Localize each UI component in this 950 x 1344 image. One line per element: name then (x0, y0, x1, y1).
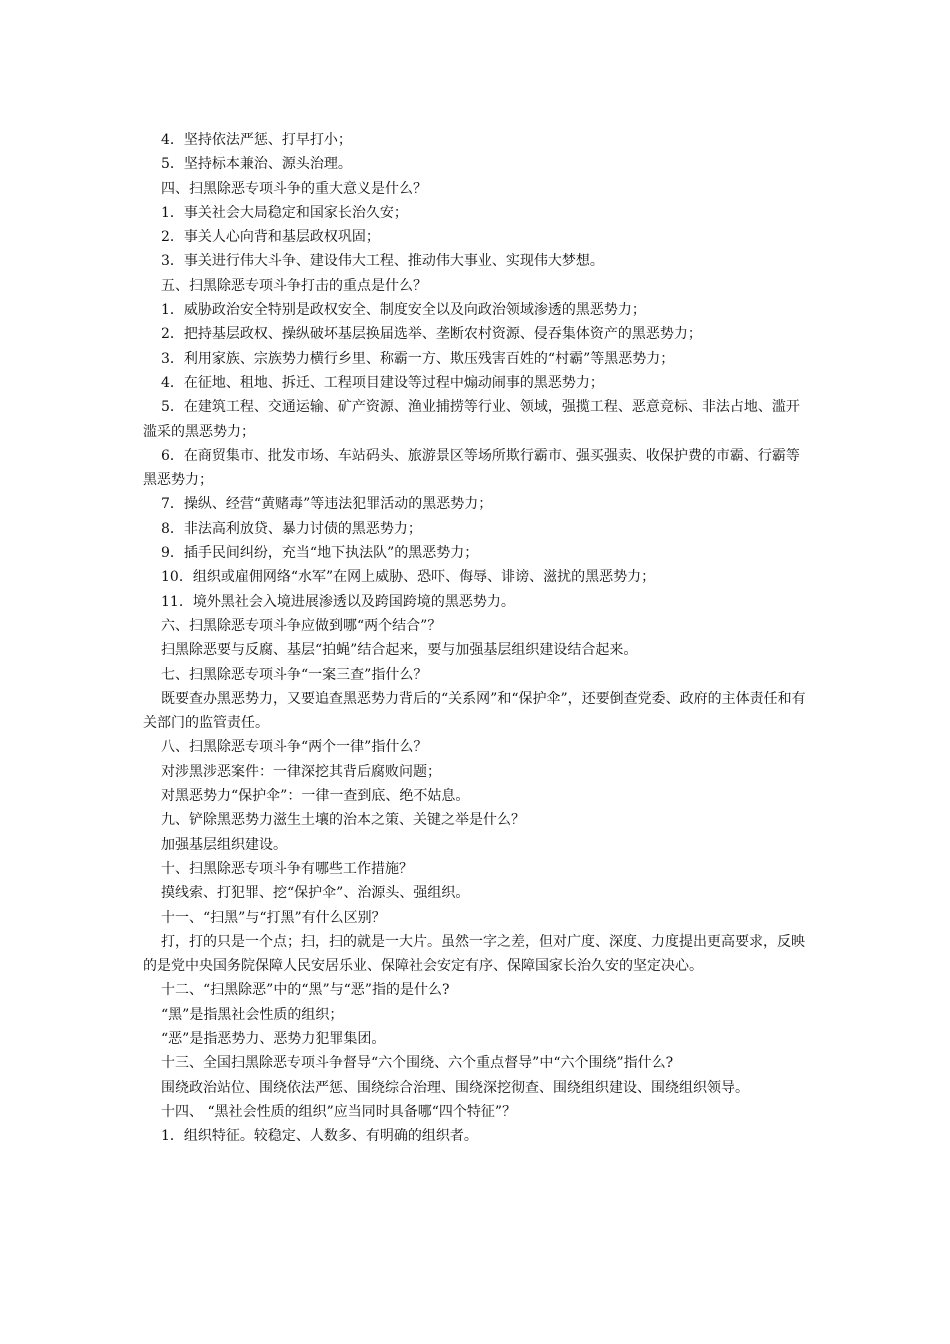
paragraph-5: 3．事关进行伟大斗争、建设伟大工程、推动伟大事业、实现伟大梦想。 (161, 253, 604, 270)
paragraph-23: 打，打的只是一个点；扫，扫的就是一大片。虽然一字之差，但对广度、深度、力度提出更高要求，反映的是党中央国务院保障人民安居乐业、保障社会安定有序、保障国家长治久安的坚定决心。 (143, 933, 805, 975)
paragraph-19: 对涉黑涉恶案件：一律深挖其背后腐败问题； (161, 763, 441, 780)
paragraph-14: 9．插手民间纠纷，充当“地下执法队”的黑恶势力； (161, 545, 479, 562)
paragraph-10: 5．在建筑工程、交通运输、矿产资源、渔业捕捞等行业、领域，强揽工程、恶意竞标、非法占地、滥开滥采的黑恶势力； (143, 399, 800, 440)
section-heading-11: 十一、“扫黑”与“打黑”有什么区别？ (161, 909, 386, 926)
paragraph-20: 对黑恶势力“保护伞”：一律一查到底、绝不姑息。 (161, 788, 470, 805)
section-heading-9: 九、铲除黑恶势力滋生土壤的治本之策、关键之举是什么？ (161, 812, 525, 829)
paragraph-15: 10．组织或雇佣网络“水军”在网上威胁、恐吓、侮辱、诽谤、滋扰的黑恶势力； (161, 569, 656, 586)
section-heading-14: 十四、 “黑社会性质的组织”应当同时具备哪“四个特征”？ (161, 1103, 517, 1120)
paragraph-26: 围绕政治站位、围绕依法严惩、围绕综合治理、围绕深挖彻查、围绕组织建设、围绕组织领导。 (161, 1079, 749, 1096)
paragraph-4: 2．事关人心向背和基层政权巩固； (161, 229, 380, 246)
paragraph-18: 既要查办黑恶势力，又要追查黑恶势力背后的“关系网”和“保护伞”，还要倒查党委、政府的主体责任和有关部门的监管责任。 (143, 690, 806, 732)
paragraph-21: 加强基层组织建设。 (161, 836, 287, 853)
paragraph-9: 4．在征地、租地、拆迁、工程项目建设等过程中煽动闹事的黑恶势力； (161, 374, 604, 391)
section-heading-13: 十三、全国扫黑除恶专项斗争督导“六个围绕、六个重点督导”中“六个围绕”指什么? (161, 1055, 674, 1072)
paragraph-12: 7．操纵、经营“黄赌毒”等违法犯罪活动的黑恶势力； (161, 496, 493, 513)
document-body (143, 128, 807, 1148)
paragraph-7: 2．把持基层政权、操纵破坏基层换届选举、垄断农村资源、侵吞集体资产的黑恶势力； (161, 326, 702, 343)
paragraph-13: 8．非法高利放贷、暴力讨债的黑恶势力； (161, 520, 422, 537)
paragraph-8: 3．利用家族、宗族势力横行乡里、称霸一方、欺压残害百姓的“村霸”等黑恶势力； (161, 350, 675, 367)
section-heading-5: 五、扫黑除恶专项斗争打击的重点是什么？ (161, 277, 427, 294)
paragraph-24: “黑”是指黑社会性质的组织； (161, 1006, 344, 1023)
paragraph-11: 6．在商贸集市、批发市场、车站码头、旅游景区等场所欺行霸市、强买强卖、收保护费的市霸、行霸等黑恶势力； (143, 447, 800, 489)
paragraph-17: 扫黑除恶要与反腐、基层“拍蝇”结合起来，要与加强基层组织建设结合起来。 (161, 642, 638, 659)
paragraph-1: 4．坚持依法严惩、打早打小； (161, 132, 352, 148)
paragraph-27: 1．组织特征。较稳定、人数多、有明确的组织者。 (161, 1128, 478, 1145)
paragraph-2: 5．坚持标本兼治、源头治理。 (161, 156, 352, 173)
paragraph-3: 1．事关社会大局稳定和国家长治久安； (161, 204, 408, 221)
section-heading-8: 八、扫黑除恶专项斗争“两个一律”指什么？ (161, 739, 428, 756)
section-heading-7: 七、扫黑除恶专项斗争“一案三查”指什么？ (161, 666, 428, 683)
paragraph-25: “恶”是指恶势力、恶势力犯罪集团。 (161, 1030, 386, 1047)
section-heading-12: 十二、“扫黑除恶”中的“黑”与“恶”指的是什么? (161, 982, 450, 999)
section-heading-10: 十、扫黑除恶专项斗争有哪些工作措施？ (161, 860, 413, 877)
section-heading-6: 六、扫黑除恶专项斗争应做到哪“两个结合”？ (161, 617, 442, 634)
paragraph-6: 1．威胁政治安全特别是政权安全、制度安全以及向政治领域渗透的黑恶势力； (161, 302, 646, 319)
paragraph-22: 摸线索、打犯罪、挖“保护伞”、治源头、强组织。 (161, 885, 470, 902)
paragraph-16: 11．境外黑社会入境进展渗透以及跨国跨境的黑恶势力。 (161, 593, 515, 610)
section-heading-4: 四、扫黑除恶专项斗争的重大意义是什么？ (161, 180, 427, 197)
